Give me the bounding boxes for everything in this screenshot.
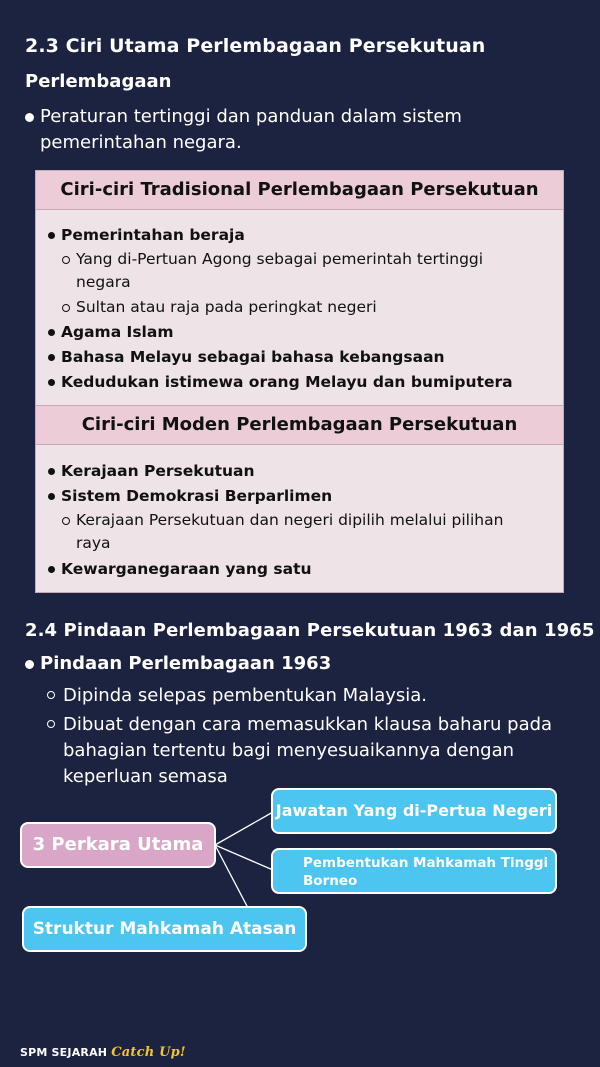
connector-line-1 xyxy=(215,812,273,845)
modern-item-parliamentary-democracy: Sistem Demokrasi Berparlimen xyxy=(61,487,333,505)
connector-line-3 xyxy=(215,845,248,908)
diagram-node-mahkamah-tinggi-borneo xyxy=(271,848,557,894)
traditional-item-special-position: Kedudukan istimewa orang Melayu dan bumiputera xyxy=(61,373,513,391)
connector-line-2 xyxy=(215,845,273,870)
modern-features-heading: Ciri-ciri Moden Perlembagaan Persekutuan xyxy=(36,406,563,445)
diagram-node-yang-dipertua-negeri xyxy=(271,788,557,834)
diagram-node-2-label-line-1: Pembentukan Mahkamah Tinggi xyxy=(303,855,549,871)
diagram-center-node xyxy=(20,822,216,868)
traditional-sub-sultan: Sultan atau raja pada peringkat negeri xyxy=(76,298,377,316)
footer-branding xyxy=(20,1045,186,1060)
modern-sub-election-line-2: raya xyxy=(76,534,111,552)
diagram-node-1-label: Jawatan Yang di-Pertua Negeri xyxy=(275,801,553,820)
section-2-3-title: 2.3 Ciri Utama Perlembagaan Persekutuan xyxy=(25,35,486,57)
traditional-item-malay-language: Bahasa Melayu sebagai bahasa kebangsaan xyxy=(61,348,445,366)
footer-label: SPM SEJARAH xyxy=(20,1046,108,1059)
amendment-1963-bullet: Pindaan Perlembagaan 1963 xyxy=(40,653,332,674)
section-2-4-title: 2.4 Pindaan Perlembagaan Persekutuan 1963 dan 1965 xyxy=(25,620,595,641)
modern-sub-election-line-1: Kerajaan Persekutuan dan negeri dipilih melalui pilihan xyxy=(76,511,504,529)
amendment-sub-1: Dipinda selepas pembentukan Malaysia. xyxy=(63,685,428,706)
amendment-sub-2-line-1: Dibuat dengan cara memasukkan klausa baharu pada xyxy=(63,714,553,735)
diagram-center-label: 3 Perkara Utama xyxy=(32,834,204,855)
footer-brand-logo: Catch Up! xyxy=(111,1045,186,1060)
amendment-sub-2-line-2: bahagian tertentu bagi menyesuaikannya dengan xyxy=(63,740,515,761)
section-2-3-subtitle: Perlembagaan xyxy=(25,71,172,92)
modern-item-citizenship: Kewarganegaraan yang satu xyxy=(61,560,312,578)
definition-line-1: Peraturan tertinggi dan panduan dalam sistem xyxy=(40,106,462,127)
traditional-sub-agong-line-1: Yang di-Pertuan Agong sebagai pemerintah tertinggi xyxy=(76,250,484,268)
traditional-item-islam: Agama Islam xyxy=(61,323,174,341)
traditional-sub-agong-line-2: negara xyxy=(76,273,131,291)
amendment-sub-2-line-3: keperluan semasa xyxy=(63,766,228,787)
modern-item-federal-government: Kerajaan Persekutuan xyxy=(61,462,255,480)
diagram-node-3-label: Struktur Mahkamah Atasan xyxy=(32,919,297,939)
diagram-node-2-label-line-2: Borneo xyxy=(303,873,358,889)
diagram-node-struktur-mahkamah-atasan xyxy=(22,906,307,952)
traditional-features-heading: Ciri-ciri Tradisional Perlembagaan Persekutuan xyxy=(36,171,563,210)
definition-line-2: pemerintahan negara. xyxy=(40,132,242,153)
traditional-item-monarchy: Pemerintahan beraja xyxy=(61,226,245,244)
